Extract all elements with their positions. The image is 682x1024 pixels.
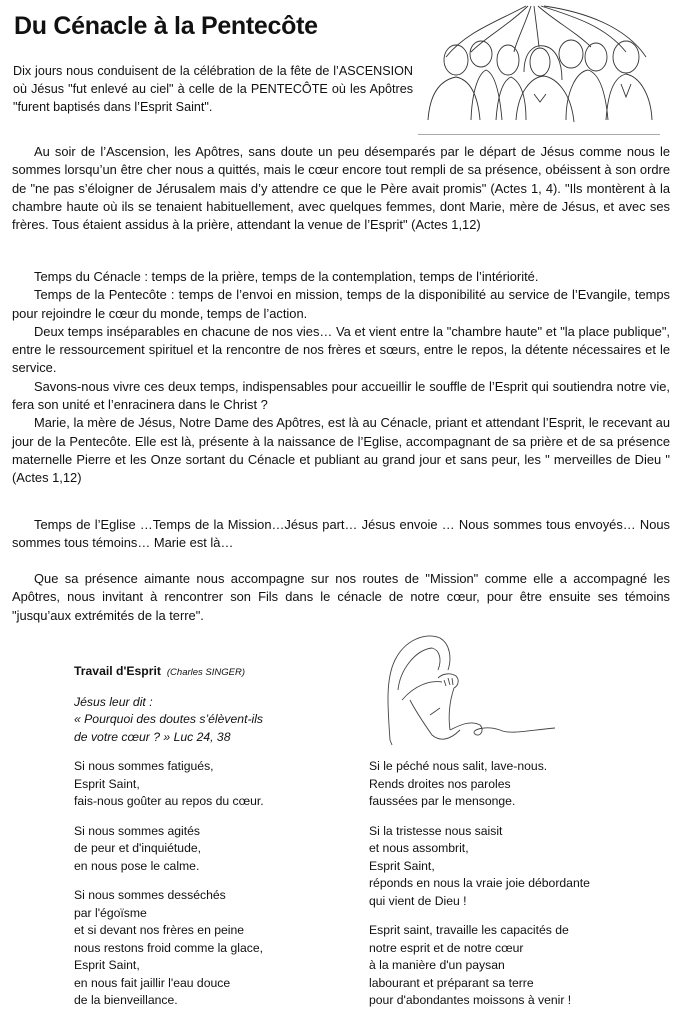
poem-line: réponds en nous la vraie joie débordante xyxy=(369,876,590,890)
poem-heading xyxy=(74,663,334,682)
poem-author: (Charles SINGER) xyxy=(166,667,246,678)
page-title: Du Cénacle à la Pentecôte xyxy=(14,12,318,40)
paragraph-marie: Marie, la mère de Jésus, Notre Dame des Apôtres, est là au Cénacle, priant et attendant l’Esprit, le recevant au jour de la Pentecôte. Elle est là, présente à la naissance de l’Eglise, accompagnant de sa prière et de sa présence maternelle Pierre et les Onze sortant du Cénacle et publiant au grand jour et sans peur, les " merveilles de Dieu " (Actes 1,12) xyxy=(12,415,670,486)
poem-line: Si la tristesse nous saisit xyxy=(369,823,503,838)
poem-line: par l'égoïsme xyxy=(74,905,147,920)
poem-line: Rends droites nos paroles xyxy=(369,776,511,791)
paragraph-pentecote: Temps de la Pentecôte : temps de l’envoi en mission, temps de la disponibilité au service de l’Evangile, temps pour rejoindre le cœur du monde, temps de l’action. xyxy=(12,287,670,321)
poem-line: Esprit saint, travaille les capacités de xyxy=(369,923,569,937)
epigraph-line: Jésus leur dit : xyxy=(74,694,153,709)
poem-stanza xyxy=(369,922,669,1010)
poem-left-column xyxy=(74,663,334,1022)
poem-line: Esprit Saint, xyxy=(74,958,140,972)
poem-line: de la bienveillance. xyxy=(74,993,178,1007)
poem-line: Si nous sommes agités xyxy=(74,823,200,838)
poem-title: Travail d'Esprit xyxy=(74,664,161,678)
poem-epigraph xyxy=(74,694,334,747)
poem-right-column xyxy=(369,758,669,1022)
poem-stanza xyxy=(369,823,669,911)
poem-stanza xyxy=(74,887,334,1010)
paragraph-text: Que sa présence aimante nous accompagne sur nos routes de "Mission" comme elle a accompagné les Apôtres, nous invitant à rencontrer son Fils dans le cénacle de notre cœur, pour être ensuite ses témoins "jusqu’aux extrémités de la terre". xyxy=(12,571,670,623)
poem-line: Esprit Saint, xyxy=(369,858,435,873)
poem-stanza xyxy=(74,823,334,876)
praying-figure-illustration xyxy=(370,630,570,750)
poem-line: faussées par le mensonge. xyxy=(369,794,516,808)
poem-line: notre esprit et de notre cœur xyxy=(369,940,524,955)
poem-line: en nous fait jaillir l'eau douce xyxy=(74,975,231,990)
poem-line: nous restons froid comme la glace, xyxy=(74,940,263,955)
paragraph-cenacle: Temps du Cénacle : temps de la prière, temps de la contemplation, temps de l’intériorité. xyxy=(34,269,539,284)
poem-line: à la manière d'un paysan xyxy=(369,958,505,972)
epigraph-line: « Pourquoi des doutes s’élèvent-ils xyxy=(74,712,264,726)
paragraph-text: Au soir de l’Ascension, les Apôtres, sans doute un peu désemparés par le départ de Jésus comme nous le sommes lorsqu’un être cher nous a quittés, mais le cœur encore tout rempli de sa présence, obéissent à son ordre de "ne pas s’éloigner de Jérusalem mais d’y attendre ce que le Père avait promis" (Actes 1, 4). "Ils montèrent à la chambre haute où ils se tenaient habituellement, avec quelques femmes, dont Marie, mère de Jésus, et avec ses frères. Tous étaient assidus à la prière, attendant la venue de l’Esprit" (Actes 1,12) xyxy=(12,144,670,233)
poem-line: Si le péché nous salit, lave-nous. xyxy=(369,759,548,773)
paragraph-group-temps xyxy=(12,268,670,488)
poem-line: Si nous sommes fatigués, xyxy=(74,759,214,773)
poem-line: Si nous sommes desséchés xyxy=(74,888,226,902)
poem-stanza xyxy=(74,758,334,811)
poem-line: fais-nous goûter au repos du cœur. xyxy=(74,794,264,808)
poem-stanza xyxy=(369,758,669,811)
poem-line: Esprit Saint, xyxy=(74,776,140,791)
paragraph-text: Temps de l’Eglise …Temps de la Mission…Jésus part… Jésus envoie … Nous sommes tous envoyés… Nous sommes tous témoins… Marie est là… xyxy=(12,517,670,551)
paragraph-mission xyxy=(12,570,670,625)
epigraph-line: de votre cœur ? » Luc 24, 38 xyxy=(74,729,231,744)
paragraph-ascension xyxy=(12,143,670,234)
poem-line: et si devant nos frères en peine xyxy=(74,923,245,937)
poem-line: et nous assombrit, xyxy=(369,841,469,855)
poem-line: de peur et d'inquiétude, xyxy=(74,841,202,855)
intro-text: Dix jours nous conduisent de la célébration de la fête de l’ASCENSION où Jésus "fut enlevé au ciel" à celle de la PENTECÔTE où les Apôtres "furent baptisés dans l’Esprit Saint". xyxy=(13,64,413,114)
paragraph-eglise xyxy=(12,516,670,553)
intro-paragraph xyxy=(13,62,413,116)
paragraph-deux-temps: Deux temps inséparables en chacune de nos vies… Va et vient entre la "chambre haute" et "la place publique", entre le ressourcement spirituel et la rencontre de nos frères et sœurs, entre le repos, la détente nécessaires et le service. xyxy=(12,323,670,376)
poem-line: labourant et préparant sa terre xyxy=(369,975,534,990)
poem-line: pour d'abondantes moissons à venir ! xyxy=(369,993,572,1007)
paragraph-savons-nous: Savons-nous vivre ces deux temps, indispensables pour accueillir le souffle de l’Esprit qui soutiendra notre vie, fera son unité et l’enracinera dans le Christ ? xyxy=(12,378,670,413)
poem-line: en nous pose le calme. xyxy=(74,858,200,873)
divider xyxy=(418,134,660,135)
apostles-illustration xyxy=(416,2,674,130)
poem-line: qui vient de Dieu ! xyxy=(369,893,467,908)
